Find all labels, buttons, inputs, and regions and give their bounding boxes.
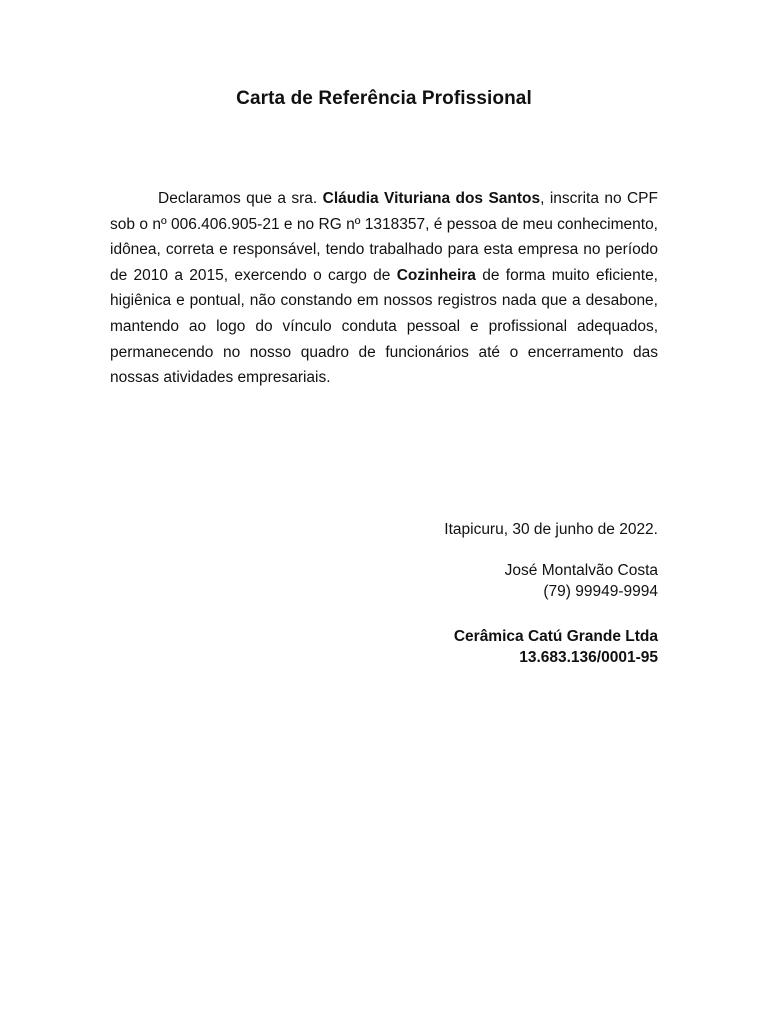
body-text-part-1: Declaramos que a sra. <box>158 190 323 207</box>
company-cnpj: 13.683.136/0001-95 <box>519 649 658 666</box>
letter-body-paragraph <box>110 186 658 391</box>
signer-name: José Montalvão Costa <box>504 562 658 579</box>
company-block <box>454 626 658 668</box>
signer-block <box>505 560 658 602</box>
date-place-block <box>444 519 658 540</box>
date-place: Itapicuru, 30 de junho de 2022. <box>444 521 658 538</box>
letter-title: Carta de Referência Profissional <box>236 88 532 109</box>
signer-phone: (79) 99949-9994 <box>543 583 658 600</box>
employee-name: Cláudia Vituriana dos Santos <box>322 190 541 207</box>
employee-role: Cozinheira <box>396 266 476 284</box>
body-text-part-2: , inscrita no CPF sob o nº 006.406.905-21 e no RG nº 1318357, é pessoa de meu conhecimento, idônea, correta e responsável, tendo trabalhado para esta empresa no período de 2010 a 2015, exercendo o cargo de <box>110 190 658 284</box>
company-name: Cerâmica Catú Grande Ltda <box>453 628 658 645</box>
body-text-part-3: de forma muito eficiente, higiênica e pontual, não constando em nossos registros nada que a desabone, mantendo ao logo do vínculo conduta pessoal e profissional adequados, permanecendo no nosso quadro de funcionários até o encerramento das nossas atividades empresariais. <box>110 266 658 387</box>
